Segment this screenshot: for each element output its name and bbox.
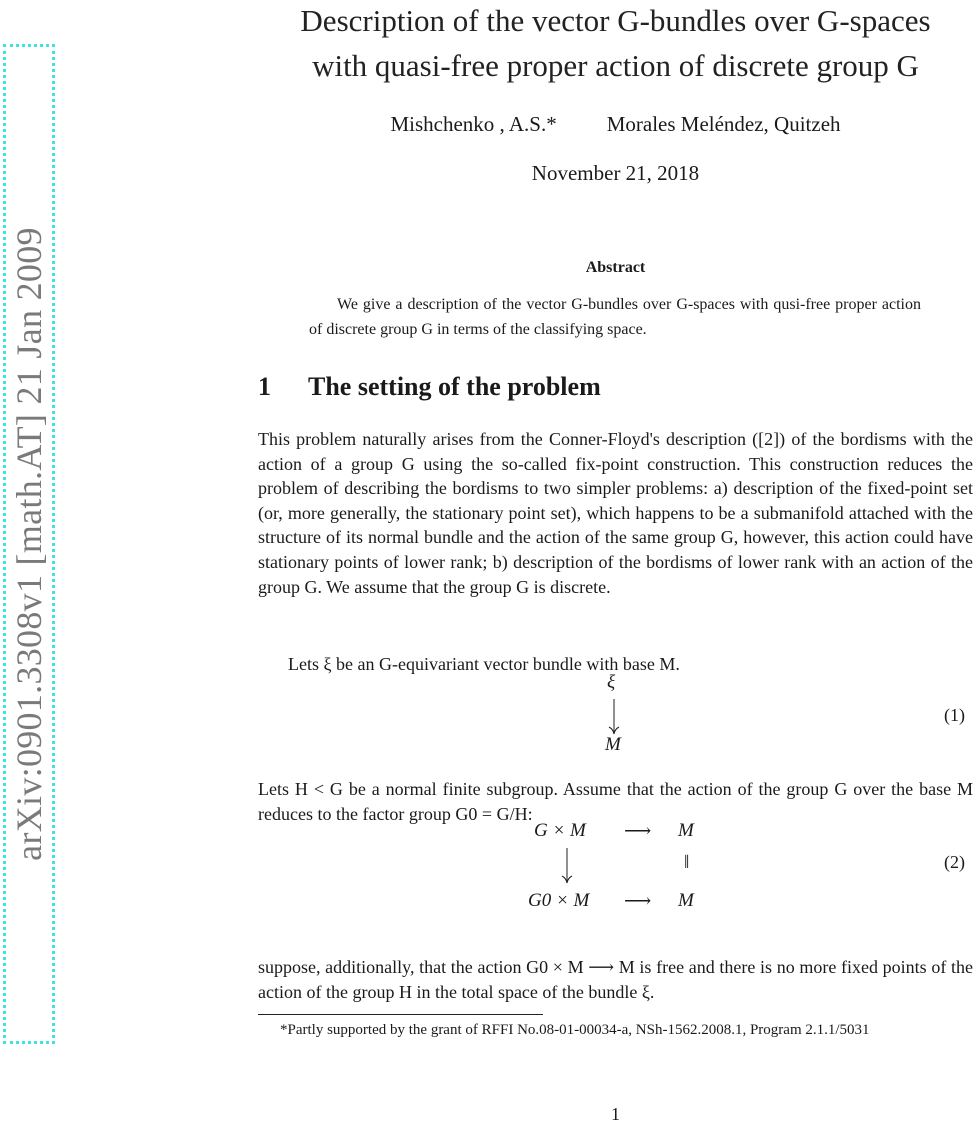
authors (258, 112, 973, 137)
footnote: *Partly supported by the grant of RFFI No.08-01-00034-a, NSh-1562.2008.1, Program 2.1.1/5031 (280, 1022, 870, 1038)
arxiv-stamp-text: arXiv:0901.3308v1 [math.AT] 21 Jan 2009 (9, 227, 49, 861)
down-arrow-icon (560, 848, 574, 884)
paragraph-2: Lets ξ be an G-equivariant vector bundle with base M. (288, 654, 680, 674)
abstract-text: We give a description of the vector G-bundles over G-spaces with qusi-free proper action of discrete group G in terms of the classifying space. (309, 296, 921, 338)
eq2-bottom-left: G0 × M (528, 890, 590, 911)
abstract-heading: Abstract (585, 259, 646, 276)
title-line-2: with quasi-free proper action of discrete group G (312, 48, 919, 83)
eq2-top-right: M (678, 820, 694, 841)
paragraph-1-text: This problem naturally arises from the Conner-Floyd's description ([2]) of the bordisms with the action of a group G using the so-called fix-point construction. This construction reduces the problem of describing the bordisms to two simpler problems: a) description of the fixed-point set (or, more generally, the stationary point set), which happens to be a submanifold attached with the structure of its normal bundle and the action of the same group G, however, this action could have stationary points of lower rank; b) description of the bordisms of lower rank with an action of the group G. We assume that the group G is discrete. (258, 429, 973, 597)
eq2-bottom-arrow: ⟶ (624, 891, 652, 912)
eq2-bottom-right: M (678, 890, 694, 911)
equation-2 (520, 818, 720, 938)
section-heading (258, 372, 601, 402)
eq1-bottom: M (605, 734, 621, 755)
eq2-top-arrow: ⟶ (624, 821, 652, 842)
equation-2-number: (2) (944, 852, 965, 872)
section-title: The setting of the problem (308, 372, 601, 401)
paper-title (258, 0, 973, 88)
down-arrow-icon (607, 699, 621, 735)
paragraph-4: suppose, additionally, that the action G0 × M ⟶ M is free and there is no more fixed points of the action of the group H in the total space of the bundle ξ. (258, 957, 973, 1002)
eq1-top: ξ (607, 672, 616, 693)
footnote-rule (258, 1014, 543, 1015)
equation-1-number: (1) (944, 705, 965, 725)
equation-1 (580, 672, 650, 762)
eq2-mid-right: ‖ (684, 852, 690, 873)
paper-date: November 21, 2018 (531, 161, 700, 185)
page-number: 1 (611, 1104, 620, 1124)
paragraph-1 (258, 427, 973, 599)
author-2: Morales Meléndez, Quitzeh (606, 112, 841, 136)
title-line-1: Description of the vector G-bundles over G-spaces (300, 3, 931, 38)
paragraph-3: Lets H < G be a normal finite subgroup. Assume that the action of the group G over the base M reduces to the factor group G0 = G/H: (258, 779, 973, 824)
author-1: Mishchenko , A.S.* (390, 112, 557, 136)
arxiv-stamp (3, 44, 55, 1044)
section-number: 1 (258, 372, 271, 401)
eq2-top-left: G × M (534, 820, 586, 841)
